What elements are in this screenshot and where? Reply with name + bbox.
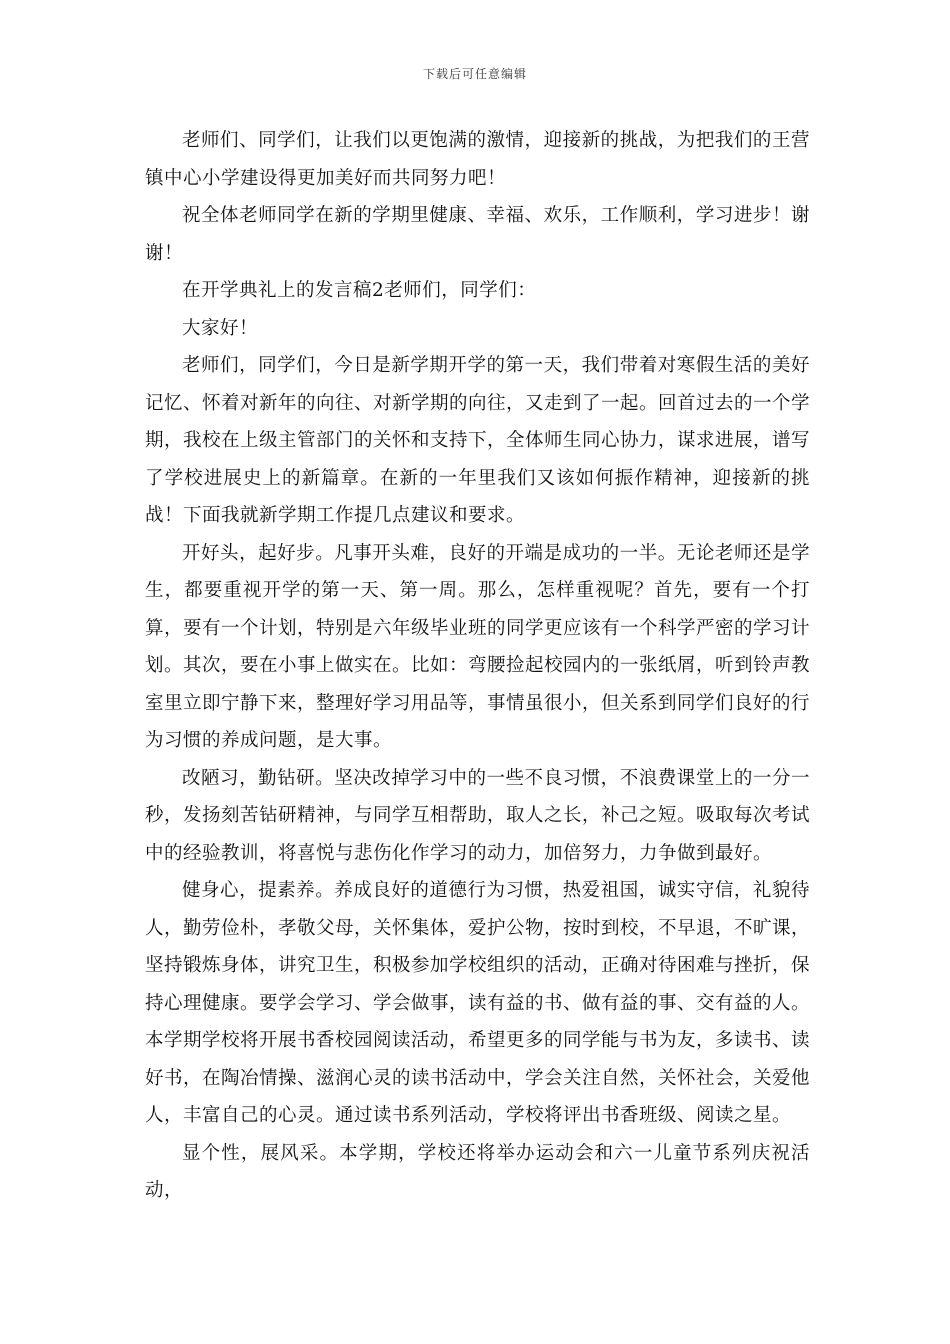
- paragraph: 改陋习，勤钻研。坚决改掉学习中的一些不良习惯，不浪费课堂上的一分一秒，发扬刻苦钻研精神，与同学互相帮助，取人之长，补己之短。吸取每次考试中的经验教训，将喜悦与悲伤化作学习的动力，加倍努力，力争做到最好。: [145, 767, 811, 864]
- paragraph: 老师们、同学们，让我们以更饱满的激情，迎接新的挑战，为把我们的王营镇中心小学建设得更加美好而共同努力吧！: [145, 130, 810, 189]
- paragraph: 健身心，提素养。养成良好的道德行为习惯，热爱祖国，诚实守信，礼貌待人，勤劳俭朴，孝敬父母，关怀集体，爱护公物，按时到校，不早退，不旷课，坚持锻炼身体，讲究卫生，积极参加学校组织的活动，正确对待困难与挫折，保持心理健康。要学会学习、学会做事，读有益的书、做有益的事、交有益的人。本学期学校将开展书香校园阅读活动，希望更多的同学能与书为友，多读书、读好书，在陶冶情操、滋润心灵的读书活动中，学会关注自然，关怀社会，关爱他人，丰富自己的心灵。通过读书系列活动，学校将评出书香班级、阅读之星。: [145, 880, 811, 1126]
- header-note: 下载后可任意编辑: [422, 67, 527, 81]
- paragraph: 在开学典礼上的发言稿2老师们，同学们：: [182, 280, 537, 301]
- paragraph: 显个性，展风采。本学期，学校还将举办运动会和六一儿童节系列庆祝活动，: [145, 1142, 810, 1201]
- document-body: [145, 122, 810, 1210]
- paragraph: 大家好！: [182, 317, 259, 339]
- paragraph: 开好头，起好步。凡事开头难，良好的开端是成功的一半。无论老师还是学生，都要重视开学的第一天、第一周。那么，怎样重视呢？首先，要有一个打算，要有一个计划，特别是六年级毕业班的同学更应该有一个科学严密的学习计划。其次，要在小事上做实在。比如：弯腰捡起校园内的一张纸屑，听到铃声教室里立即宁静下来，整理好学习用品等，事情虽很小，但关系到同学们良好的行为习惯的养成问题，是大事。: [145, 542, 811, 751]
- paragraph: 老师们，同学们，今日是新学期开学的第一天，我们带着对寒假生活的美好记忆、怀着对新年的向往、对新学期的向往，又走到了一起。回首过去的一个学期，我校在上级主管部门的关怀和支持下，全体师生同心协力，谋求进展，谱写了学校进展史上的新篇章。在新的一年里我们又该如何振作精神，迎接新的挑战！下面我就新学期工作提几点建议和要求。: [145, 355, 811, 526]
- paragraph: 祝全体老师同学在新的学期里健康、幸福、欢乐，工作顺利，学习进步！谢谢！: [145, 205, 810, 264]
